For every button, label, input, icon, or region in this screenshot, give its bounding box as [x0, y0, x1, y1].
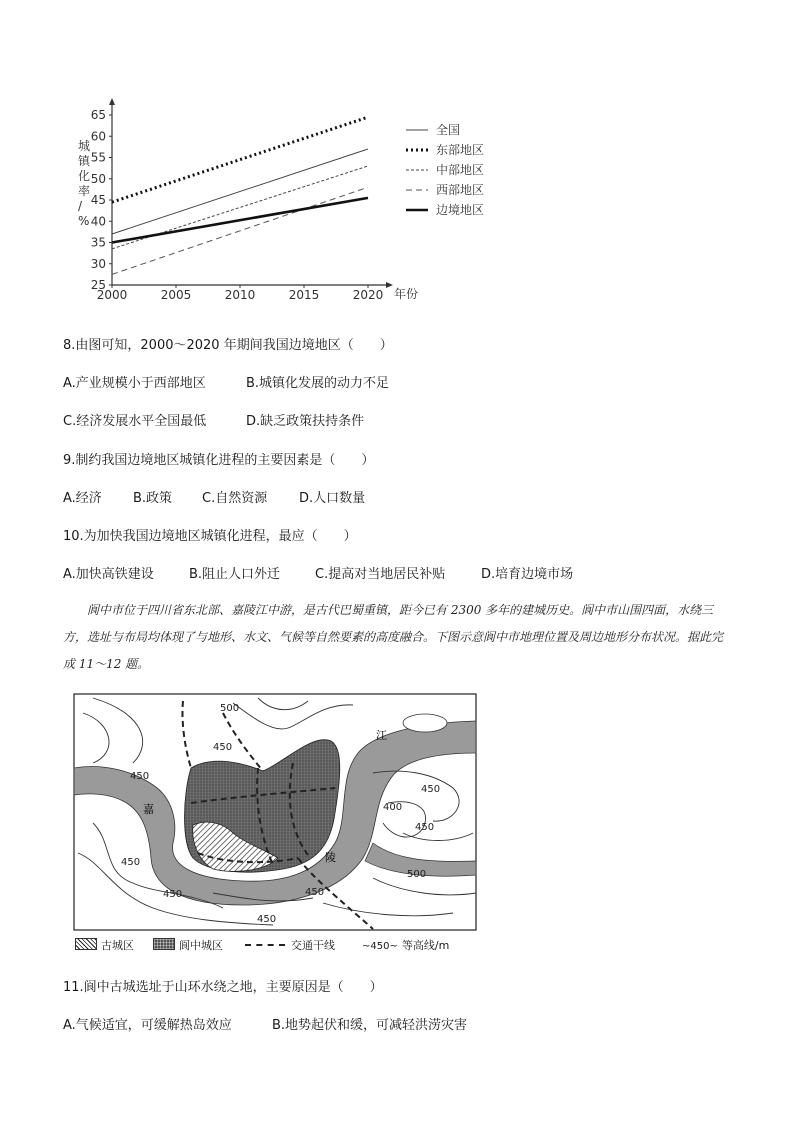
legend-contour: [362, 937, 449, 953]
q8-option-c[interactable]: C.经济发展水平全国最低: [63, 414, 207, 429]
reading-passage: 阆中市位于四川省东北部、嘉陵江中游，是古代巴蜀重镇，距今已有 2300 多年的建城历史。阆中市山围四面，水绕三方，选址与布局均体现了与地形、水文、气候等自然要素的高度融合。下图示意阆中市地理位置及周边地形分布状况。据此完成 11～12 题。: [63, 603, 724, 671]
langzhong-terrain-map: [73, 693, 477, 931]
y-tick-label: 65: [90, 108, 106, 122]
series-line-3: [112, 187, 368, 274]
q9-option-b[interactable]: B.政策: [133, 491, 173, 506]
y-tick-label: 55: [90, 150, 106, 165]
contour-label: 450: [213, 742, 233, 753]
legend-old-town-label: 古城区: [101, 939, 134, 952]
river-island: [403, 714, 447, 732]
question-8-stem: 8.由图可知，2000～2020 年期间我国边境地区（ ）: [63, 338, 393, 353]
legend-contour-label: 等高线/m: [401, 939, 450, 952]
y-tick-label: 50: [90, 171, 106, 186]
y-tick-label: 45: [90, 193, 106, 207]
legend-label-3: 西部地区: [436, 183, 485, 197]
legend-city: [153, 937, 223, 953]
q8-option-b[interactable]: B.城镇化发展的动力不足: [246, 376, 390, 391]
y-tick-label: 25: [90, 278, 106, 292]
q10-option-a[interactable]: A.加快高铁建设: [63, 567, 154, 582]
contour-label: 450: [121, 857, 141, 868]
q11-option-a[interactable]: A.气候适宜，可缓解热岛效应: [63, 1018, 232, 1033]
y-tick-label: 35: [90, 235, 106, 250]
y-tick-label: 40: [90, 214, 106, 229]
x-tick-label: 2020: [352, 288, 384, 302]
dash-swatch: [245, 944, 285, 946]
river-char-jiang: 江: [376, 729, 387, 742]
legend-label-2: 中部地区: [436, 163, 485, 177]
legend-road: [245, 937, 335, 953]
contour-label: 500: [220, 703, 240, 714]
q10-option-b[interactable]: B.阻止人口外迁: [189, 567, 281, 582]
legend-city-label: 阆中城区: [179, 939, 223, 952]
contour-swatch: ~450~: [362, 941, 398, 952]
grid-swatch: [153, 938, 175, 950]
y-tick-label: 30: [90, 256, 106, 271]
q9-option-c[interactable]: C.自然资源: [202, 491, 268, 506]
river-char-jia: 嘉: [143, 803, 154, 816]
legend-old-town: [75, 937, 134, 953]
urbanization-chart: [70, 95, 510, 310]
q9-option-a[interactable]: A.经济: [63, 491, 102, 506]
q9-option-d[interactable]: D.人口数量: [299, 491, 366, 506]
legend-label-1: 东部地区: [436, 143, 485, 157]
contour-label: 500: [407, 869, 427, 880]
y-axis-arrow: [109, 98, 115, 105]
series-line-1: [112, 117, 368, 202]
contour-label: 450: [305, 887, 325, 898]
x-tick-label: 2005: [160, 288, 192, 302]
q11-option-b[interactable]: B.地势起伏和缓，可减轻洪涝灾害: [272, 1018, 468, 1033]
x-tick-label: 2010: [224, 288, 256, 302]
question-11-stem: 11.阆中古城选址于山环水绕之地，主要原因是（ ）: [63, 980, 383, 995]
q10-option-d[interactable]: D.培育边境市场: [481, 567, 574, 582]
contour-label: 450: [163, 889, 183, 900]
y-axis-label: 城镇化率/ %: [78, 139, 91, 228]
legend-label-4: 边境地区: [436, 203, 485, 217]
x-tick-label: 2000: [96, 288, 128, 302]
x-axis-label: 年份: [394, 287, 419, 301]
x-tick-label: 2015: [288, 288, 320, 302]
contour-label: 400: [383, 802, 403, 813]
hatch-swatch: [75, 938, 97, 950]
river-char-ling: 陵: [325, 851, 336, 864]
contour-label: 450: [415, 822, 435, 833]
y-tick-label: 60: [90, 129, 106, 144]
q10-option-c[interactable]: C.提高对当地居民补贴: [315, 567, 446, 582]
legend-label-0: 全国: [436, 123, 461, 137]
question-10-stem: 10.为加快我国边境地区城镇化进程，最应（ ）: [63, 529, 357, 544]
q8-option-a[interactable]: A.产业规模小于西部地区: [63, 376, 206, 391]
contour-label: 450: [421, 784, 441, 795]
question-9-stem: 9.制约我国边境地区城镇化进程的主要因素是（ ）: [63, 453, 375, 468]
q8-option-d[interactable]: D.缺乏政策扶持条件: [246, 414, 365, 429]
series-line-4: [112, 198, 368, 243]
legend-road-label: 交通干线: [291, 939, 335, 952]
x-axis-arrow: [386, 282, 393, 288]
contour-label: 450: [130, 771, 150, 782]
contour-label: 450: [257, 914, 277, 925]
